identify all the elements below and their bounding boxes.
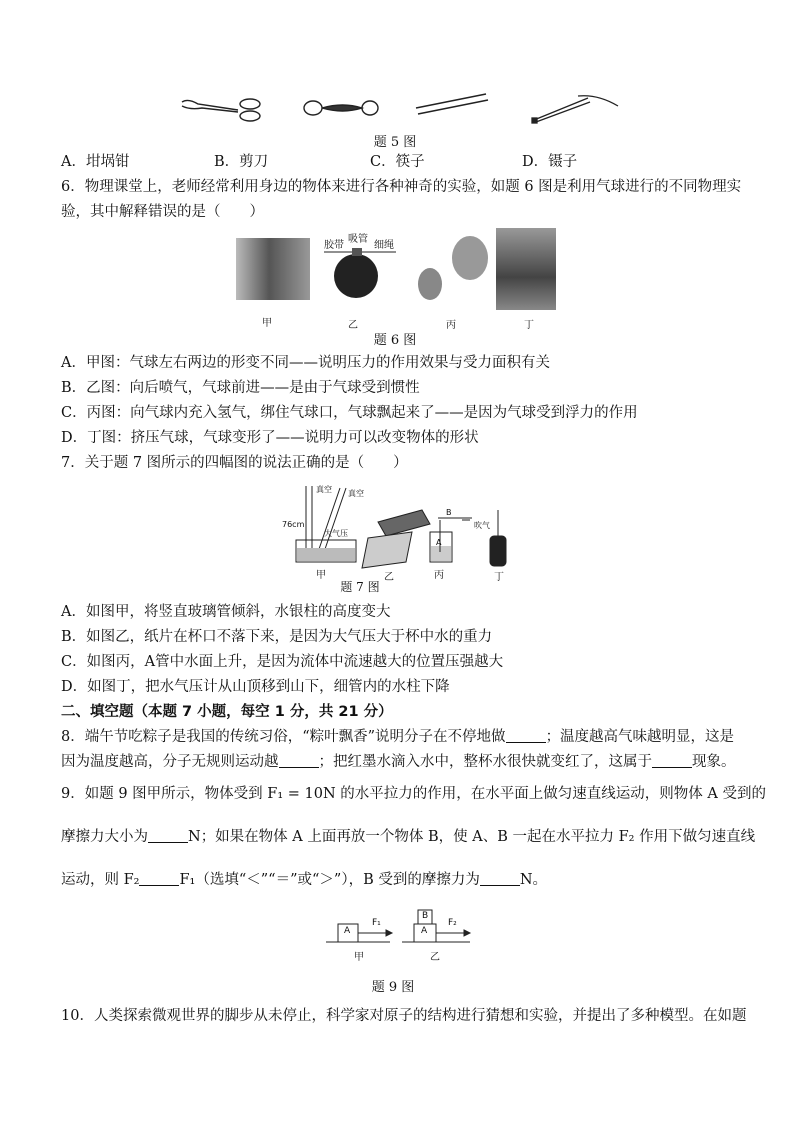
fig6-label-bing: 丙 xyxy=(446,320,456,331)
figure-5-caption: 题 5 图 xyxy=(373,135,417,150)
q9-text-3a: 运动，则 F₂ xyxy=(61,872,140,888)
fig6-part-string: 细绳 xyxy=(374,240,394,251)
q7-option-a: A．如图甲，将竖直玻璃管倾斜，水银柱的高度变大 xyxy=(61,604,391,620)
q9-line1: 9．如题 9 图甲所示，物体受到 F₁ = 10N 的水平拉力的作用，在水平面上做匀速直线运动，则物体 A 受到的 xyxy=(61,786,766,802)
q9-text-3c: N。 xyxy=(519,872,548,888)
photo-balloon-press xyxy=(236,238,310,300)
fig9-part-f2: F₂ xyxy=(448,918,457,928)
q9-text-2a: 摩擦力大小为 xyxy=(61,829,148,845)
fig7-label-bing: 丙 xyxy=(434,570,444,581)
fig7-label-yi: 乙 xyxy=(384,572,394,583)
photo-squeeze-balloon xyxy=(496,228,556,310)
fig7-part-vacuum2: 真空 xyxy=(348,489,364,498)
fig6-label-jia: 甲 xyxy=(262,318,272,329)
q6-option-c: C．丙图：向气球内充入氢气，绑住气球口，气球飘起来了——是因为气球受到浮力的作用 xyxy=(61,405,638,421)
q8-line1 xyxy=(61,728,734,746)
q6-option-b: B．乙图：向后喷气，气球前进——是由于气球受到惯性 xyxy=(61,380,420,396)
fig5-option-a: A．坩埚钳 xyxy=(61,154,130,170)
section-2-title: 二、填空题（本题 7 小题，每空 1 分，共 21 分） xyxy=(61,704,393,720)
cup-paper-icon xyxy=(362,510,430,568)
figure-7-caption: 题 7 图 xyxy=(340,580,380,594)
crucible-tongs-icon xyxy=(182,99,260,121)
q8-blank-2[interactable] xyxy=(279,753,319,768)
q8-text-2a: 因为温度越高，分子无规则运动越 xyxy=(61,754,279,770)
q9-blank-2[interactable] xyxy=(139,871,179,886)
figure-6-caption: 题 6 图 xyxy=(373,333,417,348)
q9-blank-3[interactable] xyxy=(480,871,520,886)
fig7-label-jia: 甲 xyxy=(316,570,326,581)
q9-text-2b: N；如果在物体 A 上面再放一个物体 B，使 A、B 一起在水平拉力 F₂ 作用下做匀速直线 xyxy=(188,829,756,845)
q8-text-2c: 现象。 xyxy=(692,754,736,770)
figure-9-caption: 题 9 图 xyxy=(371,980,415,995)
q8-text-1b: ；温度越高气味越明显，这是 xyxy=(545,729,735,745)
hydrogen-balloons-icon xyxy=(412,232,492,308)
fig9-label-yi: 乙 xyxy=(430,952,440,963)
fig7-part-blow: 吹气 xyxy=(474,521,490,530)
fig9-part-b: B xyxy=(422,911,429,921)
fig5-option-d: D．镊子 xyxy=(522,154,578,170)
q8-text-2b: ；把红墨水滴入水中，整杯水很快就变红了，这属于 xyxy=(318,754,652,770)
q10-line1: 10．人类探索微观世界的脚步从未停止，科学家对原子的结构进行猜想和实验，并提出了多种模型。在如题 xyxy=(61,1008,747,1024)
figure-9 xyxy=(324,906,472,966)
q7-option-d: D．如图丁，把水气压计从山顶移到山下，细管内的水柱下降 xyxy=(61,679,450,695)
q9-blank-1[interactable] xyxy=(148,828,188,843)
fig7-part-b: B xyxy=(446,508,452,517)
chopsticks-icon xyxy=(416,94,488,114)
block-ab-right-icon xyxy=(402,910,470,942)
tweezers-icon xyxy=(532,96,618,123)
q8-blank-1[interactable] xyxy=(506,728,546,743)
figure-5 xyxy=(178,92,628,128)
q6-stem-line1: 6．物理课堂上，老师经常利用身边的物体来进行各种神奇的实验，如题 6 图是利用气球进行的不同物理实 xyxy=(61,179,742,195)
fig7-part-atm: 大气压 xyxy=(324,529,348,538)
fig9-label-jia: 甲 xyxy=(354,952,364,963)
fig7-part-76cm: 76cm xyxy=(282,520,305,529)
q6-option-a: A．甲图：气球左右两边的形变不同——说明压力的作用效果与受力面积有关 xyxy=(61,355,550,371)
fig6-part-tape: 胶带 xyxy=(324,240,344,251)
water-barometer-icon xyxy=(490,510,506,566)
fig7-label-ding: 丁 xyxy=(494,572,504,583)
fig7-part-a: A xyxy=(436,538,442,547)
q9-text-3b: F₁（选填“＜”“＝”或“＞”），B 受到的摩擦力为 xyxy=(179,872,480,888)
q6-option-d: D．丁图：挤压气球，气球变形了——说明力可以改变物体的形状 xyxy=(61,430,479,446)
q8-line2 xyxy=(61,753,736,771)
fig6-label-yi: 乙 xyxy=(348,320,358,331)
fig7-part-vacuum1: 真空 xyxy=(316,485,332,494)
q9-line2 xyxy=(61,828,755,846)
fig5-option-b: B．剪刀 xyxy=(214,154,269,170)
q8-text-1a: 8．端午节吃粽子是我国的传统习俗，“粽叶飘香”说明分子在不停地做 xyxy=(61,729,506,745)
scissors-icon xyxy=(304,101,378,115)
mercury-barometer-icon xyxy=(296,486,356,562)
q8-blank-3[interactable] xyxy=(652,753,692,768)
fig5-option-c: C．筷子 xyxy=(370,154,425,170)
fig9-part-a2: A xyxy=(421,926,428,936)
figure-6 xyxy=(236,228,558,331)
fig9-part-f1: F₁ xyxy=(372,918,381,928)
figure-7 xyxy=(282,480,514,583)
q9-line3 xyxy=(61,871,547,889)
fig6-label-ding: 丁 xyxy=(524,320,534,331)
q6-stem-line2: 验，其中解释错误的是（ ） xyxy=(61,204,264,220)
figure-5-drawing xyxy=(178,92,628,128)
fig6-part-straw: 吸管 xyxy=(348,234,368,245)
fig9-part-a1: A xyxy=(344,926,351,936)
block-a-left-icon xyxy=(326,924,392,942)
q7-option-b: B．如图乙，纸片在杯口不落下来，是因为大气压大于杯中水的重力 xyxy=(61,629,493,645)
q7-stem: 7．关于题 7 图所示的四幅图的说法正确的是（ ） xyxy=(61,455,408,471)
q7-option-c: C．如图丙，A管中水面上升，是因为流体中流速越大的位置压强越大 xyxy=(61,654,504,670)
figure-9-drawing xyxy=(324,906,472,966)
